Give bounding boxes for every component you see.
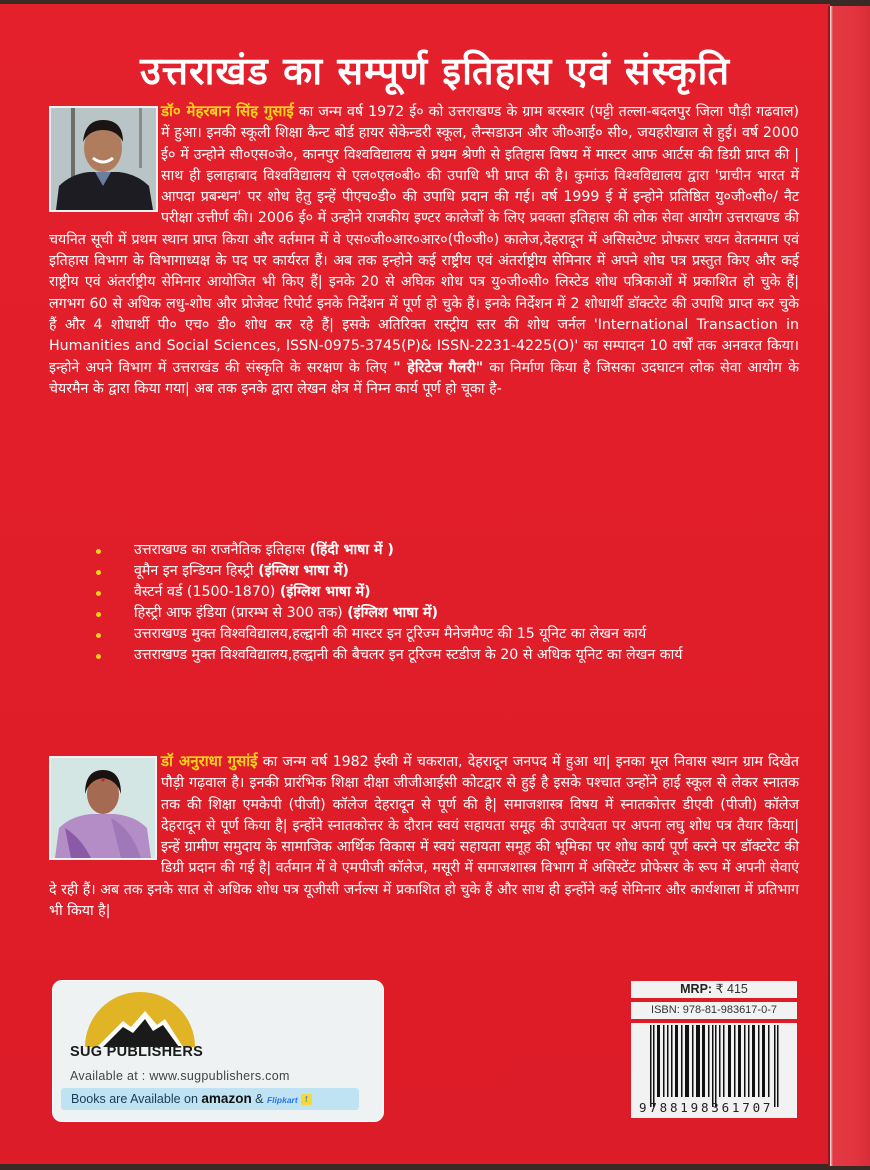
price-value: ₹ 415 (715, 982, 748, 996)
book-title: उत्तराखंड का सम्पूर्ण इतिहास एवं संस्कृति (139, 49, 731, 93)
list-item: वैस्टर्न वर्ड (1500-1870) (इंग्लिश भाषा में) (90, 582, 810, 603)
barcode-digits: 9788198361707 (639, 1100, 774, 1115)
publisher-box (52, 980, 384, 1122)
publisher-mountain-logo-icon (83, 989, 197, 1049)
barcode-icon (650, 1025, 780, 1107)
price-label: MRP: ₹ 415 (631, 981, 797, 998)
author1-name: डॉ० मेहरबान सिंह गुसाई (161, 102, 294, 120)
availability-banner: Books are Available on amazon & Flipkart f (61, 1088, 359, 1110)
publisher-website[interactable]: Available at : www.sugpublishers.com (70, 1069, 290, 1083)
isbn-barcode (631, 1023, 797, 1118)
author2-name: डॉ अनुराधा गुसांई (161, 752, 258, 770)
author2-bio (49, 751, 799, 922)
author1-bio-text-continued: का निर्माण किया है जिसका उदघाटन लोक सेवा आयोग के चेयरमैन के द्वारा किया गया| अब तक इनके द्वारा लेखन क्षेत्र में निम्न कार्य पूर्ण हो चूका है- (49, 359, 800, 397)
amazon-logo: amazon (201, 1091, 252, 1106)
list-item: हिस्ट्री आफ इंडिया (प्रारम्भ से 300 तक) (इंग्लिश भाषा में) (90, 603, 810, 624)
author1-bio-text: का जन्म वर्ष 1972 ई० को उत्तराखण्ड के ग्राम बरस्वार (पट्टी तल्ला-बदलपुर जिला पौड़ी गढवाल) में हुआ। इनकी स्कूली शिक्षा कैन्ट बोर्ड हायर सेकेन्डरी स्कूल, लैन्सडाउन और जी०आई० सी०, जयहरीखाल से हुई। वर्ष 2000 ई० में उन्होने सी०एस०जे०, कानपुर विश्वविद्यालय से प्रथम श्रेणी से इतिहास विषय में मास्टर आफ आर्टस की डिग्री प्राप्त की |साथ ही इलाहाबाद विश्वविद्यालय से एल०एल०बी० की उपाधि भी प्राप्त की है। कुमांऊ विश्वविद्यालय द्वारा 'प्राचीन भारत में आपदा प्रबन्धन' पर शोध हेतु इन्हें पीएच०डी० की उपाधि प्रदान की गई। वर्ष 1999 ई में इन्होने प्रतिष्ठित यु०जी०सी०/ नैट परीक्षा उत्तीर्ण की। 2006 ई० में उन्होने राजकीय इण्टर कालेजों के लिए प्रवक्ता इतिहास की लोक सेवा आयोग उत्तराखण्ड की चयनित सूची में प्रथम स्थान प्राप्त किया और वर्तमान में वे एस०जी०आर०आर०(पी०जी०) कालेज,देहरादून में असिसटेण्ट प्रोफसर चयन वेतनमान एवं इतिहास विभाग के विभागाध्यक्ष के पद पर कार्यरत हैं। अब तक इन्होने कई राष्ट्रीय एवं अंतर्राष्ट्रीय सेमिनार में अपने शोघ पत्र प्रस्तुत किए और कई राष्ट्रीय एवं अंतर्राष्ट्रीय सेमिनार आयोजित भी किए हैं| इनके 20 से अघिक शोध पत्र यु०जी०सी० लिस्टेड शोध पत्रिकाओं में प्रकाशित हो चुके हैं| लगभग 60 से अधिक लधु-शोघ और प्रोजेक्ट रिपोर्ट इनके निर्देशन में पूर्ण हो चुके हैं। इनके निर्देशन में 2 शोधार्थी डॉक्टरेट की उपाधि प्राप्त कर चुके हैं और 4 शोधार्थी पी० एच० डी० शोध कर रहे हैं| इसके अतिरिक्त रास्ट्रीय स्तर की शोध जर्नल 'International Transaction in Humanities and Social Sciences, ISSN-0975-3745(P)& ISSN-2231-4225(O)' का सम्पादन 10 वर्षों तक अनवरत किया। इन्होने अपने विभाग में उत्तराखंड की संस्कृति के सरक्षण के लिए (49, 104, 799, 376)
author1-bio (49, 101, 799, 400)
list-item: उत्तराखण्ड मुक्त विश्वविद्यालय,हल्द्वानी की मास्टर इन टूरिज्म मैनेजमैण्ट की 15 यूनिट का लेखन कार्य (90, 624, 810, 645)
author1-works-list (90, 540, 810, 666)
list-item: उत्तराखण्ड मुक्त विश्वविद्यालय,हल्द्वानी की बैचलर इन टूरिज्म स्टडीज के 20 से अधिक यूनिट का लेखन कार्य (90, 645, 810, 666)
heritage-gallery-highlight: " हेरिटेज गैलरी" (393, 359, 484, 376)
list-item: उत्तराखण्ड का राजनैतिक इतिहास (हिंदी भाषा में ) (90, 540, 810, 561)
isbn-label: ISBN: 978-81-983617-0-7 (631, 1002, 797, 1019)
publisher-name: SUG PUBLISHERS (70, 1044, 204, 1060)
author2-bio-text: का जन्म वर्ष 1982 ईस्वी में चकराता, देहरादून जनपद में हुआ था| इनका मूल निवास स्थान ग्राम दिखेत पौड़ी गढ़वाल है। इनकी प्रारंभिक शिक्षा दीक्षा जीजीआईसी कोटद्वार से हुई है इसके पश्चात उन्होंने हाई स्कूल से लेकर स्नातक तक की शिक्षा एमकेपी (पीजी) कॉलेज देहरादून से पूर्ण की है| समाजशास्त्र विषय में स्नातकोत्तर डीएवी (पीजी) कॉलेज देहरादून से पूर्ण किया है| इन्होंने स्नातकोत्तर के दौरान स्वयं सहायता समूह की उपादेयता पर अपना लघु शोध पत्र तैयार किया| इन्हें ग्रामीण समुदाय के सामाजिक आर्थिक विकास में स्वयं सहायता समूह की भूमिका पर शोध कार्य पूर्ण करने पर डॉक्टरेट की डिग्री प्रदान की गई है| वर्तमान में वे एमपीजी कॉलेज, मसूरी में समाजशास्त्र विभाग में असिस्टेंट प्रोफेसर के रूप में अपनी सेवाएं दे रही हैं। अब तक इनके सात से अधिक शोध पत्र यूजीसी जर्नल्स में प्रकाशित हो चुके हैं और साथ ही इन्होंने कई सेमिनार और कार्यशाला में प्रतिभाग भी किया है| (49, 754, 800, 920)
list-item: वूमैन इन इन्डियन हिस्ट्री (इंग्लिश भाषा में) (90, 561, 810, 582)
book-spine-edge (828, 6, 870, 1166)
flipkart-logo: Flipkart (266, 1095, 298, 1105)
flipkart-bag-icon: f (301, 1094, 312, 1105)
